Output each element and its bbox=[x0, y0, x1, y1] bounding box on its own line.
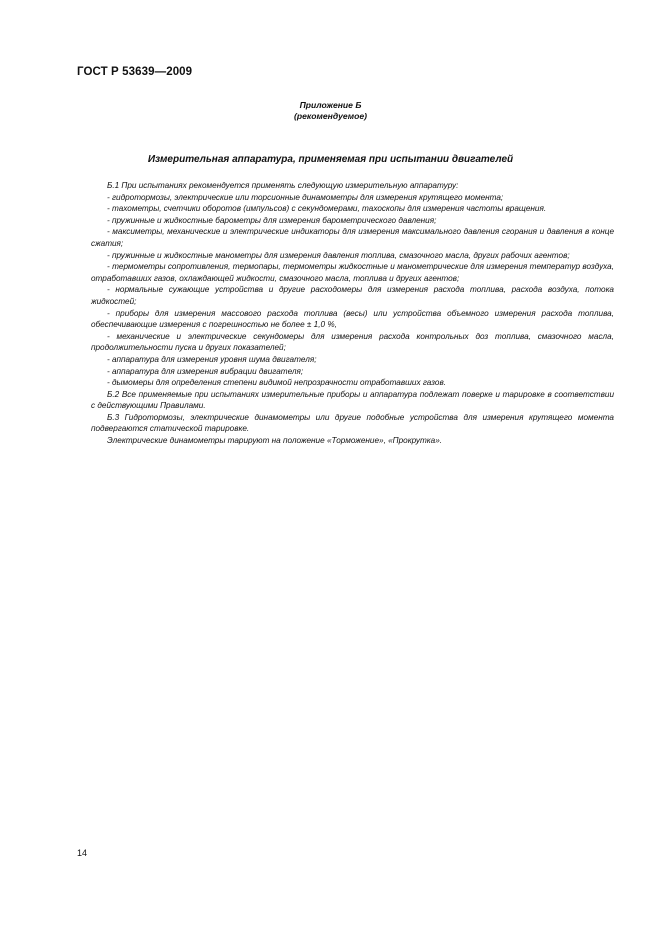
paragraph: Б.1 При испытаниях рекомендуется применять следующую измерительную аппаратуру: bbox=[107, 181, 459, 190]
page-number: 14 bbox=[77, 848, 88, 858]
annex-title: Приложение Б bbox=[299, 100, 362, 110]
document-code: ГОСТ Р 53639—2009 bbox=[77, 66, 193, 78]
list-item: - тахометры, счетчики оборотов (импульсов) с секундомерами, тахоскопы для измерения частоты вращения. bbox=[107, 204, 547, 214]
section-title: Измерительная аппаратура, применяемая при испытании двигателей bbox=[147, 154, 514, 165]
list-item: - аппаратура для измерения вибрации двигателя; bbox=[107, 366, 304, 376]
paragraph: Б.2 Все применяемые при испытаниях измерительные приборы и аппаратура подлежат поверке и тарировке в соответствии с действующими Правилами. bbox=[91, 389, 614, 411]
list-item: - аппаратура для измерения уровня шума двигателя; bbox=[107, 354, 317, 364]
list-item: - максиметры, механические и электрические индикаторы для измерения максимального давления сгорания и давления в конце сжатия; bbox=[91, 227, 614, 248]
paragraph: Б.3 Гидротормозы, электрические динамометры или другие подобные устройства для измерения крутящего момента подвергаются статической тарировке. bbox=[91, 412, 614, 434]
body-text bbox=[91, 180, 614, 447]
list-item: - гидротормозы, электрические или торсионные динамометры для измерения крутящего момента; bbox=[107, 192, 504, 202]
list-item: - пружинные и жидкостные барометры для измерения барометрического давления; bbox=[107, 215, 437, 225]
list-item: - пружинные и жидкостные манометры для измерения давления топлива, смазочного масла, других рабочих агентов; bbox=[107, 250, 570, 260]
paragraph: Электрические динамометры тарируют на положение «Торможение», «Прокрутка». bbox=[107, 436, 443, 446]
annex-heading bbox=[0, 100, 661, 122]
list-item: - приборы для измерения массового расхода топлива (весы) или устройства объемного измерения расхода топлива, обеспечивающие измерения с погрешностью не более ± 1,0 %, bbox=[91, 308, 614, 330]
list-item: - механические и электрические секундомеры для измерения расхода контрольных доз топлива, смазочного масла, продолжительности пуска и других показателей; bbox=[91, 331, 614, 353]
annex-subtitle: (рекомендуемое) bbox=[294, 111, 367, 121]
list-item: - дымомеры для определения степени видимой непрозрачности отработавших газов. bbox=[107, 378, 446, 388]
list-item: - термометры сопротивления, термопары, термометры жидкостные и манометрические для измерения температур воздуха, отработавших газов, охлаждающей жидкости, смазочного масла, топлива и других агентов; bbox=[91, 262, 614, 283]
list-item: - нормальные сужающие устройства и другие расходомеры для измерения расхода топлива, расхода воздуха, потока жидкостей; bbox=[91, 285, 614, 306]
